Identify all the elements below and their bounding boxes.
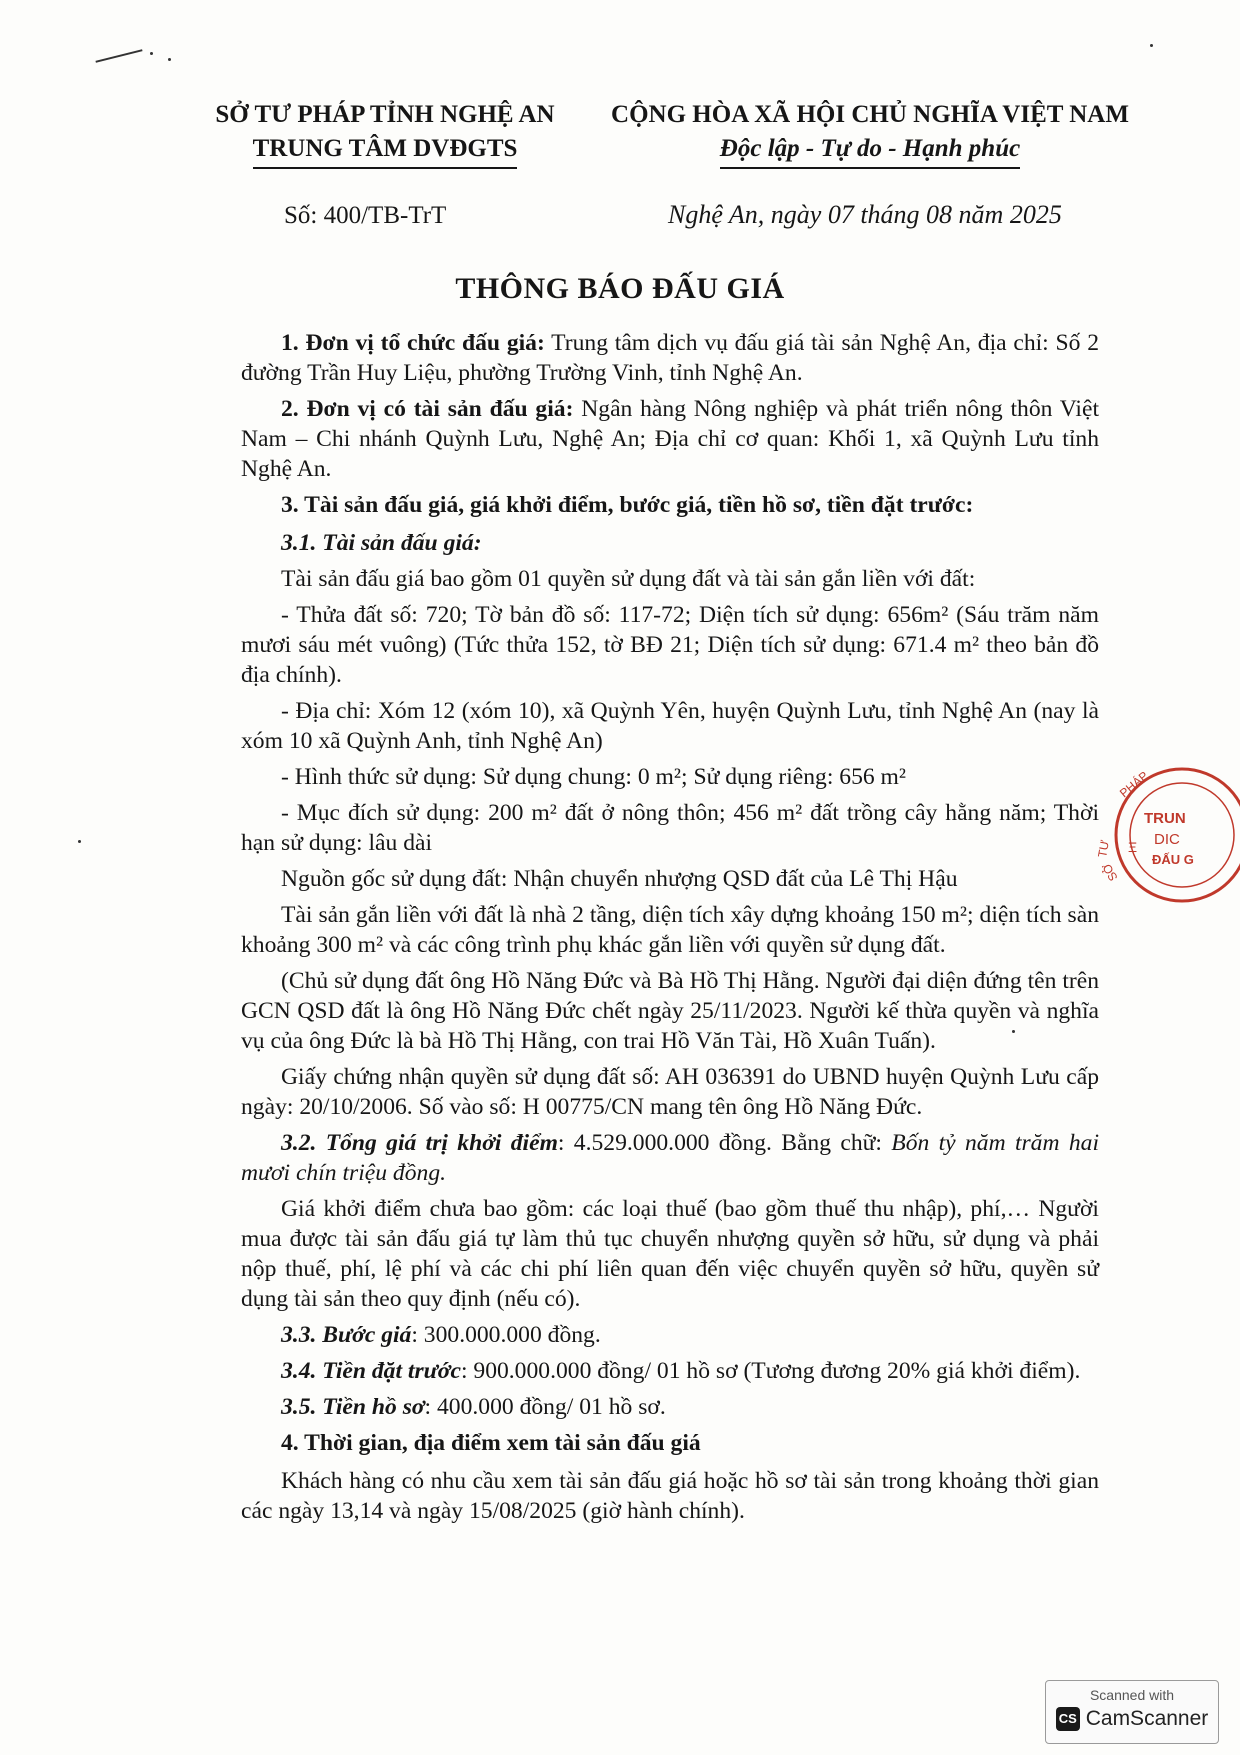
section-3-2 bbox=[241, 1128, 1099, 1188]
scan-speck bbox=[1150, 44, 1153, 47]
asset-owner: (Chủ sử dụng đất ông Hồ Năng Đức và Bà Hồ Thị Hằng. Người đại diện đứng tên trên GCN QSD đất là ông Hồ Năng Đức chết ngày 25/11/2023. Người kế thừa quyền và nghĩa vụ của ông Đức là bà Hồ Thị Hằng, con trai Hồ Văn Tài, Hồ Xuân Tuấn). bbox=[241, 968, 1099, 1054]
svg-text:ĐẤU G: ĐẤU G bbox=[1152, 852, 1194, 867]
camscanner-logo-icon: CS bbox=[1056, 1707, 1080, 1731]
national-header bbox=[590, 98, 1150, 169]
asset-usage-form: - Hình thức sử dụng: Sử dụng chung: 0 m²; Sử dụng riêng: 656 m² bbox=[281, 764, 906, 790]
svg-text:Ξ: Ξ bbox=[1128, 839, 1138, 855]
section-3-2-label: 3.2. Tổng giá trị khởi điểm bbox=[281, 1130, 558, 1156]
section-3-3-label: 3.3. Bước giá bbox=[281, 1322, 412, 1348]
section-1 bbox=[241, 328, 1099, 388]
svg-text:SỞ: SỞ bbox=[1099, 860, 1121, 884]
agency-line1: SỞ TƯ PHÁP TỈNH NGHỆ AN bbox=[215, 101, 555, 128]
issuing-agency bbox=[190, 98, 580, 169]
section-3-2-words: Bốn tỷ năm trăm hai mươi chín triệu đồng. bbox=[241, 1130, 1100, 1186]
scanned-with-label: Scanned with bbox=[1089, 1687, 1175, 1703]
section-4-heading: 4. Thời gian, địa điểm xem tài sản đấu giá bbox=[281, 1430, 701, 1456]
section-2-text: Ngân hàng Nông nghiệp và phát triển nông thôn Việt Nam – Chi nhánh Quỳnh Lưu, Nghệ An; Địa chỉ cơ quan: Khối 1, xã Quỳnh Lưu tỉnh Nghệ An. bbox=[241, 396, 1099, 482]
document-title: THÔNG BÁO ĐẤU GIÁ bbox=[455, 272, 785, 305]
svg-text:PHÁP: PHÁP bbox=[1116, 768, 1151, 801]
scan-speck bbox=[168, 58, 171, 61]
section-3-5-label: 3.5. Tiền hồ sơ bbox=[281, 1394, 425, 1420]
asset-house: Tài sản gắn liền với đất là nhà 2 tầng, diện tích xây dựng khoảng 150 m²; diện tích sàn khoảng 300 m² và các công trình phụ khác gắn liền với quyền sử dụng đất. bbox=[241, 902, 1099, 958]
price-note: Giá khởi điểm chưa bao gồm: các loại thuế (bao gồm thuế thu nhập), phí,… Người mua được tài sản đấu giá tự làm thủ tục chuyển nhượng quyền sở hữu, sử dụng và phải nộp thuế, phí, lệ phí và các chi phí liên quan đến việc chuyển quyền sở hữu, quyền sử dụng tài sản theo quy định (nếu có). bbox=[241, 1196, 1099, 1312]
section-3-heading: 3. Tài sản đấu giá, giá khởi điểm, bước giá, tiền hồ sơ, tiền đặt trước: bbox=[281, 492, 974, 518]
camscanner-brand: CamScanner bbox=[1085, 1707, 1209, 1730]
section-3-4-text: : 900.000.000 đồng/ 01 hồ sơ (Tương đương 20% giá khởi điểm). bbox=[460, 1358, 1081, 1384]
asset-intro: Tài sản đấu giá bao gồm 01 quyền sử dụng đất và tài sản gắn liền với đất: bbox=[281, 566, 976, 592]
svg-text:TƯ: TƯ bbox=[1095, 838, 1113, 859]
national-motto: Độc lập - Tự do - Hạnh phúc bbox=[720, 132, 1020, 169]
nation-name: CỘNG HÒA XÃ HỘI CHỦ NGHĨA VIỆT NAM bbox=[611, 101, 1129, 128]
agency-line2: TRUNG TÂM DVĐGTS bbox=[253, 132, 518, 169]
section-3-2-text: : 4.529.000.000 đồng. Bằng chữ: bbox=[557, 1130, 892, 1156]
section-1-label: 1. Đơn vị tổ chức đấu giá: bbox=[281, 330, 545, 356]
document-body bbox=[241, 328, 1099, 1532]
document-date: Nghệ An, ngày 07 tháng 08 năm 2025 bbox=[668, 200, 1062, 229]
section-3-3 bbox=[241, 1320, 1099, 1350]
section-4-text: Khách hàng có nhu cầu xem tài sản đấu giá hoặc hồ sơ tài sản trong khoảng thời gian các ngày 13,14 và ngày 15/08/2025 (giờ hành chính). bbox=[241, 1468, 1099, 1524]
asset-certificate: Giấy chứng nhận quyền sử dụng đất số: AH 036391 do UBND huyện Quỳnh Lưu cấp ngày: 20/10/2006. Số vào số: H 00775/CN mang tên ông Hồ Năng Đức. bbox=[241, 1064, 1099, 1120]
pen-mark bbox=[95, 49, 142, 63]
section-1-text: Trung tâm dịch vụ đấu giá tài sản Nghệ An, địa chỉ: Số 2 đường Trần Huy Liệu, phường Trường Vinh, tỉnh Nghệ An. bbox=[241, 330, 1099, 386]
asset-origin: Nguồn gốc sử dụng đất: Nhận chuyển nhượng QSD đất của Lê Thị Hậu bbox=[281, 866, 958, 892]
document-number: Số: 400/TB-TrT bbox=[284, 202, 447, 229]
scan-speck bbox=[150, 52, 153, 55]
section-2-label: 2. Đơn vị có tài sản đấu giá: bbox=[281, 396, 574, 422]
section-2 bbox=[241, 394, 1099, 484]
svg-text:TRUN: TRUN bbox=[1144, 810, 1186, 827]
section-3-5 bbox=[241, 1392, 1099, 1422]
asset-parcel: - Thửa đất số: 720; Tờ bản đồ số: 117-72; Diện tích sử dụng: 656m² (Sáu trăm năm mươi sáu mét vuông) (Tức thửa 152, tờ BĐ 21; Diện tích sử dụng: 671.4 m² theo bản đồ địa chính). bbox=[241, 602, 1099, 688]
section-3-4-label: 3.4. Tiền đặt trước bbox=[281, 1358, 461, 1384]
official-stamp bbox=[1094, 760, 1240, 910]
section-3-1-heading: 3.1. Tài sản đấu giá: bbox=[281, 530, 482, 556]
svg-text:DIC: DIC bbox=[1154, 831, 1180, 848]
section-3-4 bbox=[241, 1356, 1099, 1386]
section-3-3-text: : 300.000.000 đồng. bbox=[411, 1322, 601, 1348]
camscanner-badge bbox=[1045, 1680, 1219, 1744]
asset-usage-purpose: - Mục đích sử dụng: 200 m² đất ở nông thôn; 456 m² đất trồng cây hằng năm; Thời hạn sử dụng: lâu dài bbox=[241, 800, 1099, 856]
scan-speck bbox=[78, 840, 81, 843]
asset-address: - Địa chỉ: Xóm 12 (xóm 10), xã Quỳnh Yên, huyện Quỳnh Lưu, tỉnh Nghệ An (nay là xóm 10 xã Quỳnh Anh, tỉnh Nghệ An) bbox=[241, 698, 1099, 754]
section-3-5-text: : 400.000 đồng/ 01 hồ sơ. bbox=[424, 1394, 666, 1420]
